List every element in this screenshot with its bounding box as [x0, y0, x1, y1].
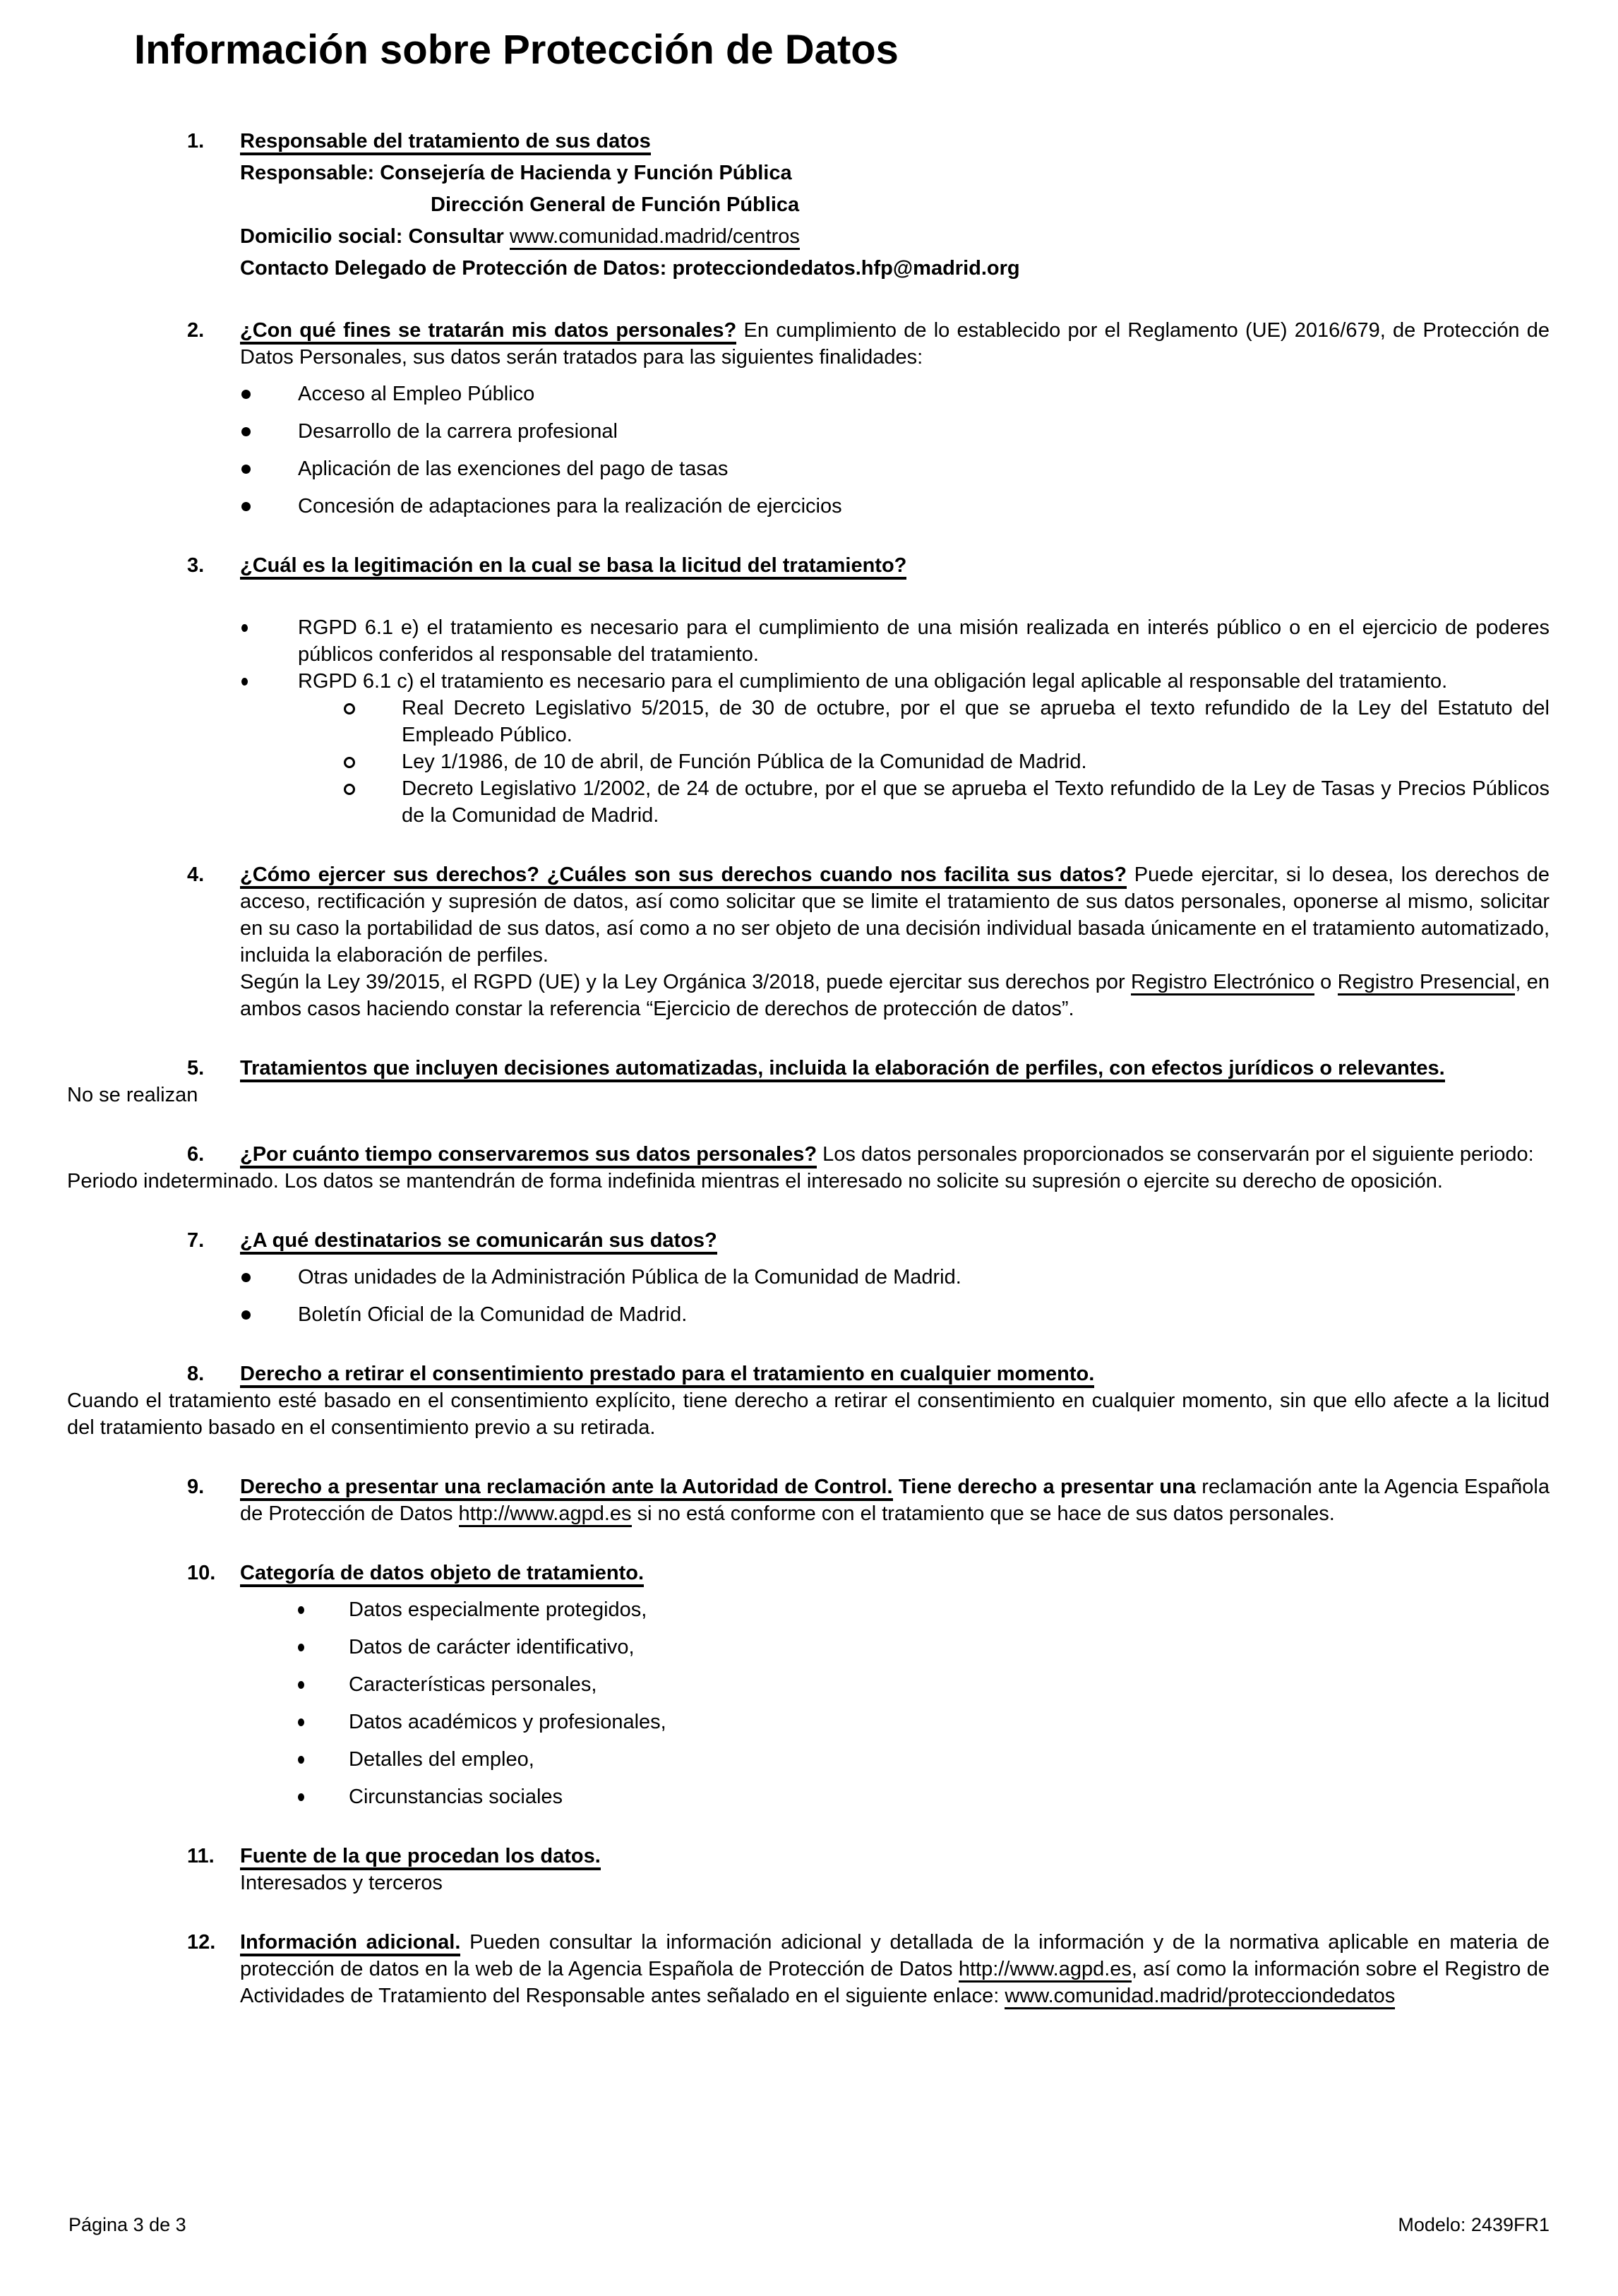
list-item: [240, 1264, 1550, 1291]
link-comunidad-protecciondedatos[interactable]: www.comunidad.madrid/protecciondedatos: [1005, 1985, 1395, 2009]
section-9-body: [240, 1473, 1550, 1527]
domicilio-label: Domicilio social: Consultar: [240, 225, 504, 248]
section-4-body2-mid: o: [1320, 971, 1332, 993]
model-number: Modelo: 2439FR1: [1398, 2214, 1550, 2235]
section-4-number: 4.: [187, 863, 205, 886]
section-1-heading-text: Responsable del tratamiento de sus datos: [240, 130, 651, 155]
bullet-icon: [241, 624, 248, 632]
section-3-heading: [240, 552, 1550, 579]
section-8-heading: [240, 1361, 1550, 1387]
list-item: [240, 455, 1550, 482]
section-4-intro: [240, 861, 1550, 969]
list-item-text: Datos académicos y profesionales,: [349, 1711, 666, 1733]
section-2: [67, 317, 1550, 520]
bullet-icon: [241, 678, 248, 686]
section-11-body: Interesados y terceros: [240, 1872, 443, 1894]
section-12-body: [240, 1929, 1550, 2009]
bullet-icon: [298, 1718, 304, 1726]
section-2-intro: [240, 317, 1550, 371]
section-9-number: 9.: [187, 1476, 205, 1498]
section-9-body-post: si no está conforme con el tratamiento que se hace de sus datos personales.: [637, 1502, 1335, 1525]
list-item-text: Aplicación de las exenciones del pago de tasas: [298, 458, 729, 480]
section-12-body-pre: Pueden consultar la información adicional y detallada de la información y de la normativa aplicable en materia de protección de datos en la web de la Agencia Española de Protección de Datos: [240, 1931, 1550, 1980]
section-6-intro: [240, 1141, 1550, 1168]
list-item: [240, 668, 1550, 695]
bullet-icon: [241, 1273, 251, 1282]
section-3-number: 3.: [187, 554, 205, 577]
section-10: [67, 1560, 1550, 1810]
link-agpd[interactable]: http://www.agpd.es: [459, 1502, 632, 1527]
domicilio-line: [240, 221, 1550, 253]
circle-bullet-icon: [344, 703, 355, 714]
section-10-number: 10.: [187, 1562, 216, 1584]
list-item: [240, 1746, 1550, 1773]
list-item-text: Circunstancias sociales: [349, 1786, 563, 1808]
link-registro-presencial[interactable]: Registro Presencial: [1338, 971, 1516, 995]
list-item: [240, 614, 1550, 668]
bullet-icon: [298, 1681, 304, 1689]
purposes-list: [240, 381, 1550, 520]
section-8: [67, 1361, 1550, 1441]
circle-bullet-icon: [344, 784, 355, 795]
page-indicator: Página 3 de 3: [68, 2214, 186, 2235]
list-item-text: Datos de carácter identificativo,: [349, 1636, 635, 1658]
sub-list-item: [240, 748, 1550, 775]
section-12-heading-text: Información adicional.: [240, 1931, 460, 1956]
section-6-heading-text: ¿Por cuánto tiempo conservaremos sus datos personales?: [240, 1143, 817, 1168]
section-7-number: 7.: [187, 1229, 205, 1252]
link-agpd-2[interactable]: http://www.agpd.es: [959, 1958, 1132, 1983]
section-4-body2-pre: Según la Ley 39/2015, el RGPD (UE) y la Ley Orgánica 3/2018, puede ejercitar sus derechos por: [240, 971, 1125, 993]
page-footer: [68, 2213, 1550, 2237]
section-10-heading-text: Categoría de datos objeto de tratamiento.: [240, 1562, 644, 1587]
link-registro-electronico[interactable]: Registro Electrónico: [1131, 971, 1314, 995]
section-2-heading-text: ¿Con qué fines se tratarán mis datos personales?: [240, 319, 736, 345]
section-3: [67, 552, 1550, 829]
legitimacion-list: [240, 614, 1550, 829]
section-5-number: 5.: [187, 1057, 205, 1080]
section-12: [67, 1929, 1550, 2009]
section-2-number: 2.: [187, 319, 205, 342]
section-7-heading-text: ¿A qué destinatarios se comunicarán sus datos?: [240, 1229, 717, 1255]
section-4: [67, 861, 1550, 1022]
sections-list: [67, 126, 1550, 2009]
section-7: [67, 1227, 1550, 1328]
section-3-heading-text: ¿Cuál es la legitimación en la cual se basa la licitud del tratamiento?: [240, 554, 906, 580]
list-item-text: Otras unidades de la Administración Pública de la Comunidad de Madrid.: [298, 1266, 961, 1288]
responsable-line: Responsable: Consejería de Hacienda y Función Pública: [240, 162, 792, 184]
circle-bullet-icon: [344, 757, 355, 768]
section-5-heading-text: Tratamientos que incluyen decisiones automatizadas, incluida la elaboración de perfiles, con efectos jurídicos o relevantes.: [240, 1057, 1445, 1082]
section-6-answer: Periodo indeterminado. Los datos se mantendrán de forma indefinida mientras el interesado no solicite su supresión o ejercite su derecho de oposición.: [67, 1170, 1443, 1192]
list-item-text: Características personales,: [349, 1673, 597, 1696]
section-7-heading: [240, 1227, 1550, 1254]
sub-list-item: [240, 695, 1550, 748]
section-5-answer: No se realizan: [67, 1084, 198, 1106]
section-5: [67, 1055, 1550, 1108]
section-11-heading: [240, 1843, 1550, 1870]
sub-list-item: [240, 775, 1550, 829]
section-9-body-pre: reclamación ante la Agencia Española de Protección de Datos: [240, 1476, 1550, 1525]
bullet-icon: [298, 1793, 304, 1801]
destinatarios-list: [240, 1264, 1550, 1328]
list-item: [240, 1671, 1550, 1698]
section-4-heading-text: ¿Cómo ejercer sus derechos? ¿Cuáles son sus derechos cuando nos facilita sus datos?: [240, 863, 1127, 889]
bullet-icon: [241, 390, 251, 399]
section-2-body-text: En cumplimiento de lo establecido por el Reglamento (UE) 2016/679, de Protección de Datos Personales, sus datos serán tratados para las siguientes finalidades:: [240, 319, 1550, 369]
section-11-heading-text: Fuente de la que procedan los datos.: [240, 1845, 601, 1870]
list-item-text: RGPD 6.1 c) el tratamiento es necesario para el cumplimiento de una obligación legal aplicable al responsable del tratamiento.: [298, 670, 1448, 693]
categorias-list: [240, 1596, 1550, 1810]
list-item-text: Acceso al Empleo Público: [298, 383, 535, 405]
list-item: [240, 1709, 1550, 1735]
list-item-text: Desarrollo de la carrera profesional: [298, 420, 618, 443]
list-item: [240, 1596, 1550, 1623]
bullet-icon: [241, 427, 251, 436]
bullet-icon: [241, 502, 251, 511]
section-6-body-text: Los datos personales proporcionados se conservarán por el siguiente periodo:: [822, 1143, 1534, 1166]
list-item: [240, 493, 1550, 520]
bullet-icon: [298, 1606, 304, 1614]
bullet-icon: [298, 1756, 304, 1764]
bullet-icon: [298, 1644, 304, 1651]
section-1: [67, 126, 1550, 285]
section-8-body: Cuando el tratamiento esté basado en el consentimiento explícito, tiene derecho a retirar el consentimiento en cualquier momento, sin que ello afecte a la licitud del tratamiento basado en el consentimiento previo a su retirada.: [67, 1389, 1550, 1439]
section-1-number: 1.: [187, 130, 205, 153]
bullet-icon: [241, 465, 251, 474]
list-item: [240, 1783, 1550, 1810]
section-11-number: 11.: [187, 1845, 215, 1867]
section-10-heading: [240, 1560, 1550, 1586]
section-9: [67, 1473, 1550, 1527]
list-item: [240, 1301, 1550, 1328]
direccion-line: Dirección General de Función Pública: [431, 193, 800, 216]
list-item-text: Boletín Oficial de la Comunidad de Madrid.: [298, 1303, 688, 1326]
list-item-text: Datos especialmente protegidos,: [349, 1598, 647, 1621]
section-4-body2: [240, 969, 1550, 1022]
bullet-icon: [241, 1310, 251, 1320]
page-title: Información sobre Protección de Datos: [134, 27, 899, 73]
sub-list-item-text: Decreto Legislativo 1/2002, de 24 de octubre, por el que se aprueba el Texto refundido de la Ley de Tasas y Precios Públicos de la Comunidad de Madrid.: [402, 777, 1550, 827]
section-9-heading-text: Derecho a presentar una reclamación ante la Autoridad de Control.: [240, 1476, 893, 1501]
section-1-heading: [240, 126, 1550, 157]
section-8-number: 8.: [187, 1363, 205, 1385]
sub-list-item-text: Ley 1/1986, de 10 de abril, de Función Pública de la Comunidad de Madrid.: [402, 751, 1087, 773]
list-item: [240, 418, 1550, 445]
section-6-number: 6.: [187, 1143, 205, 1166]
section-11: [67, 1843, 1550, 1896]
list-item-text: Detalles del empleo,: [349, 1748, 534, 1771]
list-item: [240, 381, 1550, 407]
section-6: [67, 1141, 1550, 1195]
section-9-bold-lead: Tiene derecho a presentar una: [898, 1476, 1196, 1498]
section-12-body-mid: , así como la información sobre el Registro de Actividades de Tratamiento del Responsable antes señalado en el siguiente enlace:: [240, 1958, 1550, 2007]
section-4-body-text: Puede ejercitar, si lo desea, los derechos de acceso, rectificación y supresión de datos, así como solicitar que se limite el tratamiento de sus datos personales, oponerse al mismo, solicitar en su caso la portabilidad de sus datos, así como a no ser objeto de una decisión individual basada únicamente en el tratamiento automatizado, incluida la elaboración de perfiles.: [240, 863, 1550, 967]
section-4-body2-post: , en ambos casos haciendo constar la referencia “Ejercicio de derechos de protección de datos”.: [240, 971, 1550, 1020]
contacto-line: Contacto Delegado de Protección de Datos: protecciondedatos.hfp@madrid.org: [240, 257, 1020, 280]
section-8-heading-text: Derecho a retirar el consentimiento prestado para el tratamiento en cualquier momento.: [240, 1363, 1094, 1388]
list-item: [240, 1634, 1550, 1661]
section-5-heading: [240, 1055, 1550, 1082]
link-comunidad-centros[interactable]: www.comunidad.madrid/centros: [510, 225, 800, 250]
sub-list-item-text: Real Decreto Legislativo 5/2015, de 30 de octubre, por el que se aprueba el texto refundido de la Ley del Estatuto del Empleado Público.: [402, 697, 1550, 746]
list-item-text: RGPD 6.1 e) el tratamiento es necesario para el cumplimiento de una misión realizada en interés público o en el ejercicio de poderes públicos conferidos al responsable del tratamiento.: [298, 616, 1550, 666]
section-12-number: 12.: [187, 1931, 216, 1954]
list-item-text: Concesión de adaptaciones para la realización de ejercicios: [298, 495, 842, 518]
